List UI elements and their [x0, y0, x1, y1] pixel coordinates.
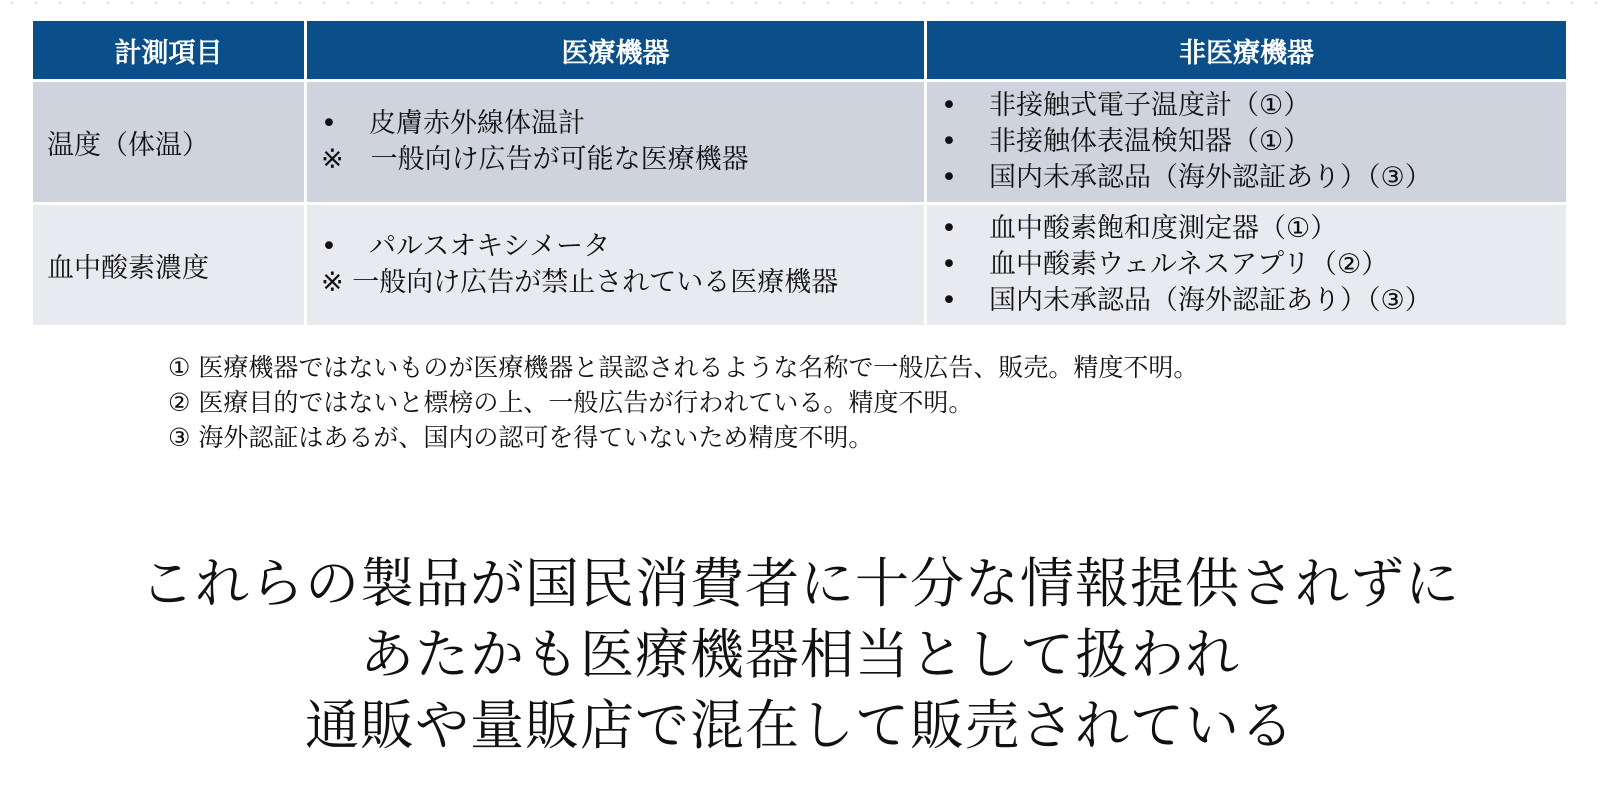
- medical-cell: [306, 204, 926, 327]
- footnote-2: ② 医療目的ではないと標榜の上、一般広告が行われている。精度不明。: [168, 388, 974, 417]
- bullet-icon: •: [941, 126, 957, 157]
- table-row-blood-oxygen: [32, 204, 1568, 327]
- bullet-icon: •: [941, 213, 957, 244]
- list-item-text: 非接触式電子温度計（①）: [989, 90, 1311, 121]
- list-item-text: 皮膚赤外線体温計: [369, 108, 585, 139]
- key-message-line-2: あたかも医療機器相当として扱われ: [360, 623, 1240, 686]
- non-medical-list: [927, 88, 1566, 196]
- bullet-icon: •: [321, 108, 337, 139]
- header-non-medical-device: 非医療機器: [926, 20, 1568, 81]
- list-item-text: 血中酸素ウェルネスアプリ（②）: [989, 249, 1389, 280]
- list-item-text: 非接触体表温検知器（①）: [989, 126, 1311, 157]
- list-item: [941, 283, 1566, 319]
- item-cell: 温度（体温）: [32, 81, 306, 204]
- list-item-text: 国内未承認品（海外認証あり）（③）: [989, 162, 1432, 193]
- medical-note: ※ 一般向け広告が可能な医療機器: [321, 144, 749, 175]
- footnotes: [168, 350, 1468, 455]
- footnote-3: ③ 海外認証はあるが、国内の認可を得ていないため精度不明。: [168, 423, 874, 452]
- list-item: [941, 88, 1566, 124]
- bullet-icon: •: [941, 162, 957, 193]
- medical-list: [307, 229, 924, 265]
- top-dotted-border: [0, 0, 1600, 6]
- list-item-text: 血中酸素飽和度測定器（①）: [989, 213, 1338, 244]
- bullet-icon: •: [941, 249, 957, 280]
- bullet-icon: •: [941, 285, 957, 316]
- list-item: [941, 211, 1566, 247]
- list-item: [941, 247, 1566, 283]
- list-item-text: 国内未承認品（海外認証あり）（③）: [989, 285, 1432, 316]
- list-item: [941, 160, 1566, 196]
- header-medical-device: 医療機器: [306, 20, 926, 81]
- non-medical-cell: [926, 204, 1568, 327]
- medical-note: ※ 一般向け広告が禁止されている医療機器: [321, 267, 839, 298]
- table-header-row: [32, 20, 1568, 81]
- list-item: [941, 124, 1566, 160]
- table-row-temperature: [32, 81, 1568, 204]
- bullet-icon: •: [321, 231, 337, 262]
- key-message-line-3: 通販や量販店で混在して販売されている: [305, 694, 1295, 757]
- header-measurement-item: 計測項目: [32, 20, 306, 81]
- medical-list: [307, 106, 924, 142]
- item-cell: 血中酸素濃度: [32, 204, 306, 327]
- key-message: [0, 548, 1600, 761]
- bullet-icon: •: [941, 90, 957, 121]
- list-item: [321, 106, 924, 142]
- non-medical-list: [927, 211, 1566, 319]
- non-medical-cell: [926, 81, 1568, 204]
- list-item-text: パルスオキシメータ: [369, 231, 611, 262]
- list-item: [321, 229, 924, 265]
- medical-cell: [306, 81, 926, 204]
- key-message-line-1: これらの製品が国民消費者に十分な情報提供されずに: [140, 552, 1460, 615]
- comparison-table: [30, 18, 1569, 328]
- footnote-1: ① 医療機器ではないものが医療機器と誤認されるような名称で一般広告、販売。精度不明。: [168, 353, 1199, 382]
